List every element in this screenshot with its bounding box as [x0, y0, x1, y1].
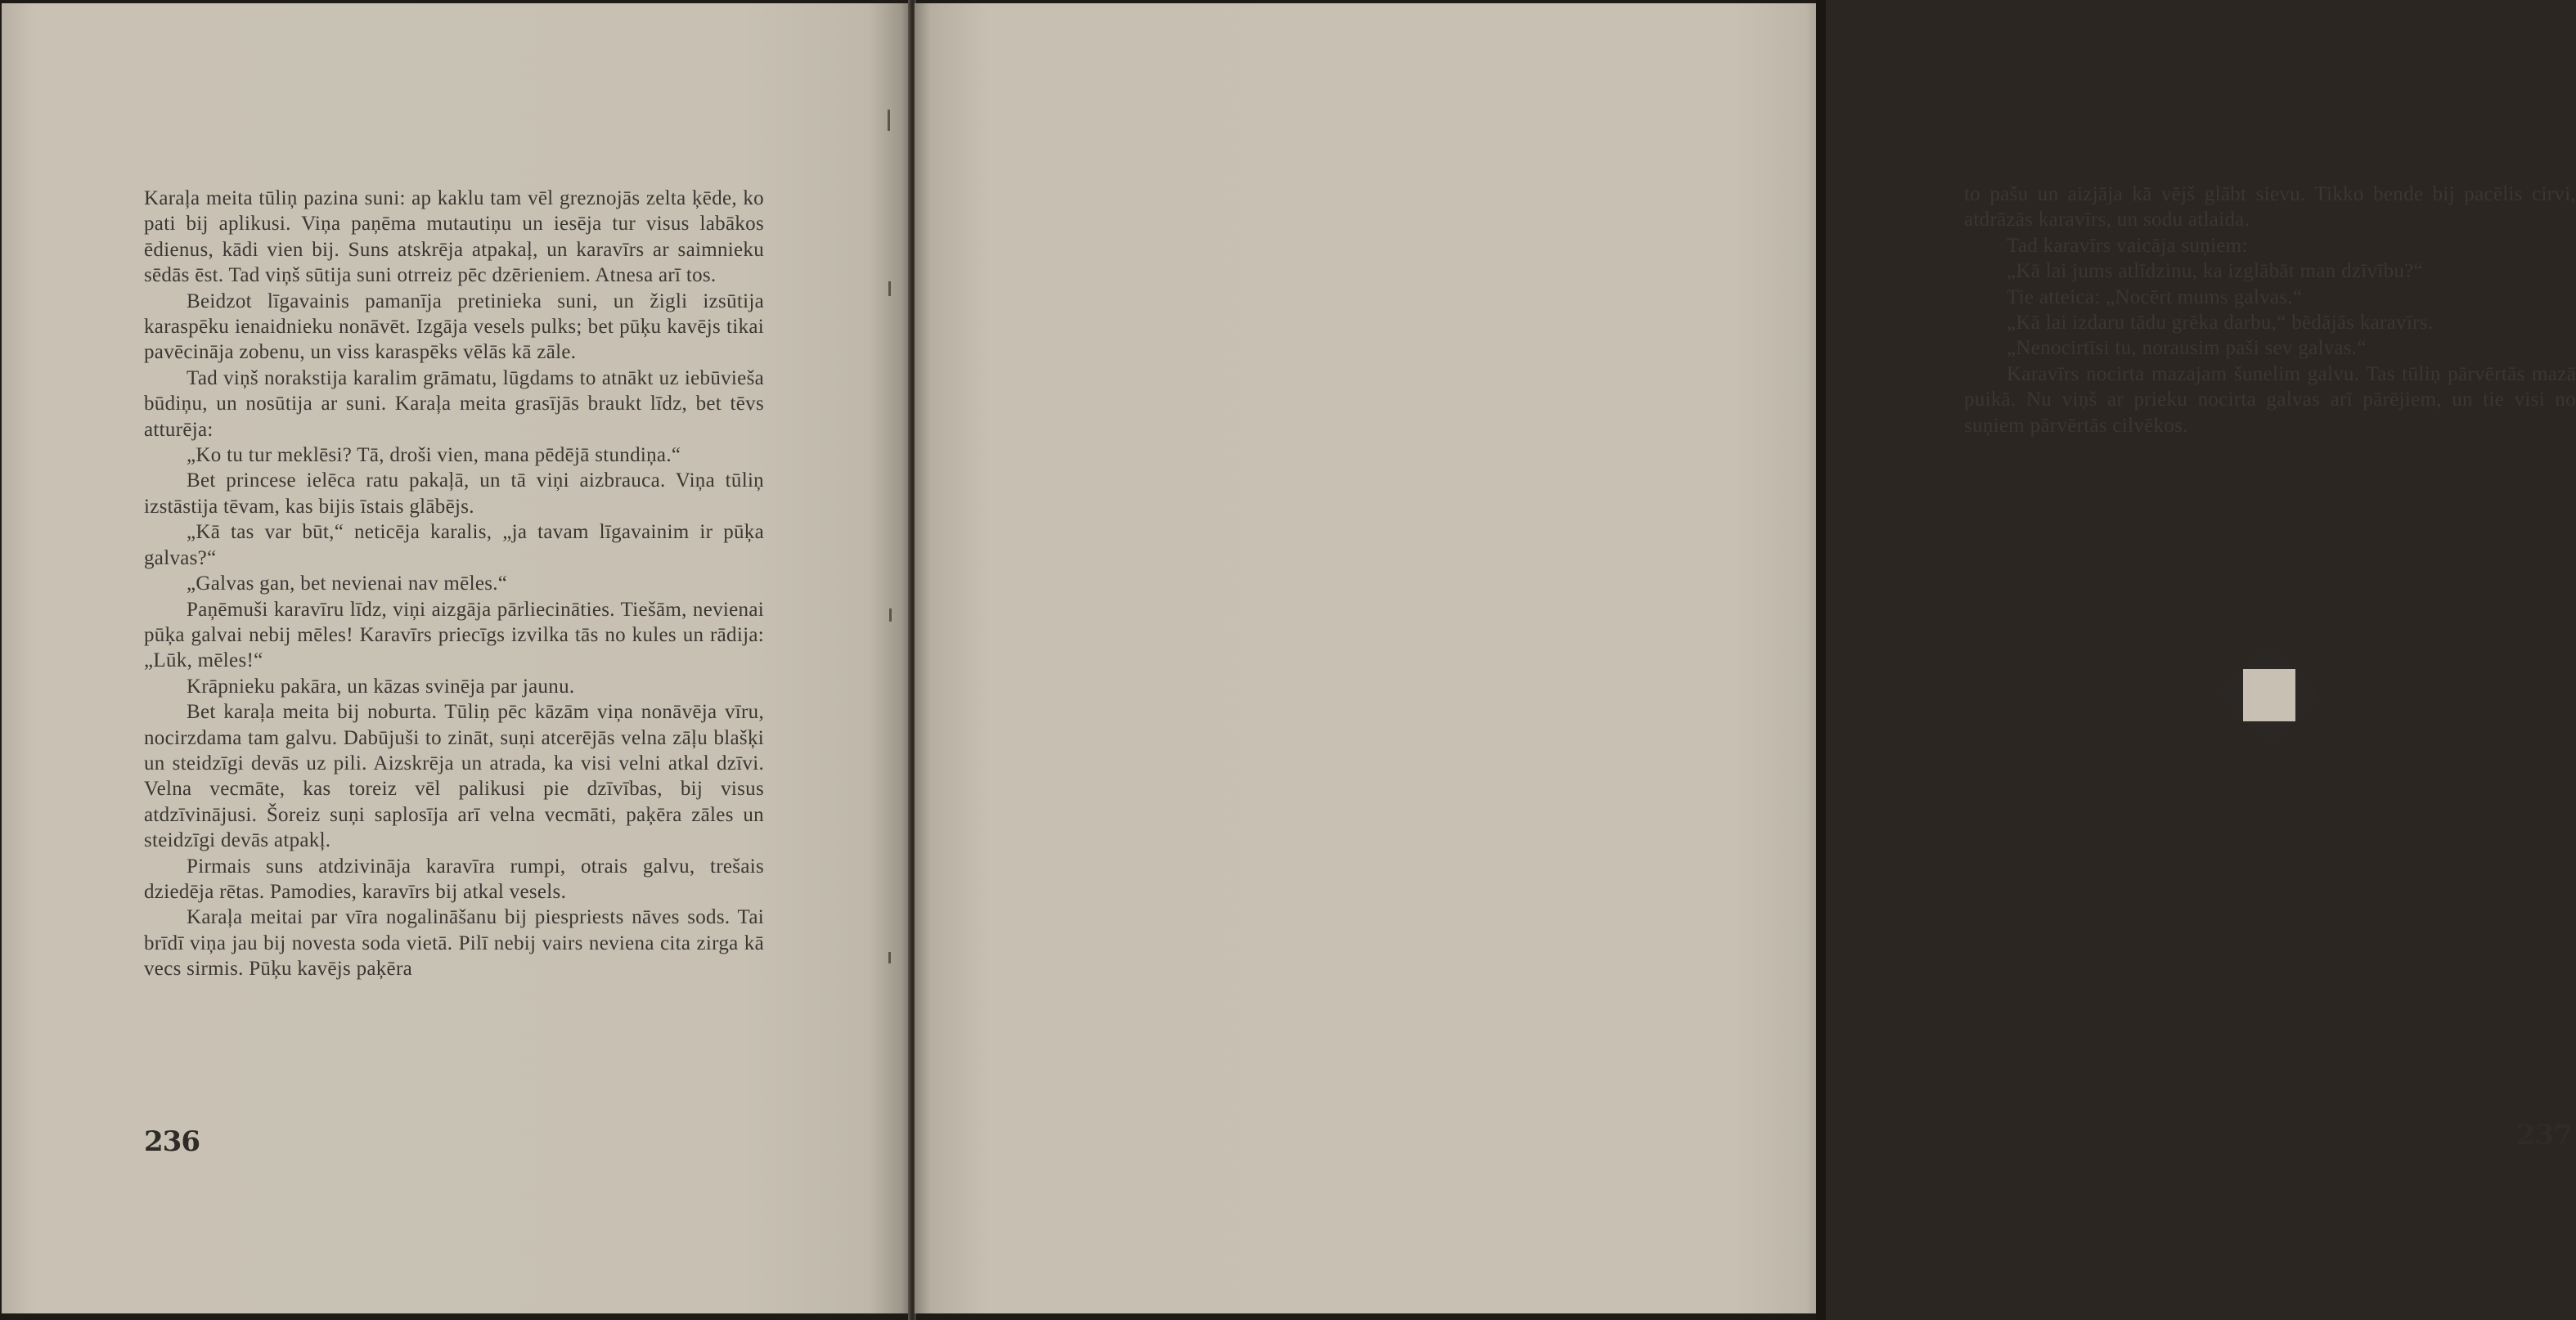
- right-page-text: [1964, 182, 2576, 438]
- paragraph: „Nenocirtīsi tu, norausim paši sev galvas.“: [2007, 337, 2367, 360]
- paragraph: Tie atteica: „Nocērt mums galvas.“: [2007, 285, 2303, 308]
- paragraph: Paņēmuši karavīru līdz, viņi aizgāja pārliecināties. Tiešām, nevienai pūķa galvai nebij mēles! Karavīrs priecīgs izvilka tās no kules un rādija: „Lūk, mēles!“: [144, 598, 764, 672]
- paragraph: „Galvas gan, bet nevienai nav mēles.“: [187, 572, 508, 595]
- edge-mark: [888, 110, 890, 131]
- paragraph: „Kā tas var būt,“ neticēja karalis, „ja tavam līgavainim ir pūķa galvas?“: [144, 521, 764, 569]
- paragraph: Bet karaļa meita bij noburta. Tūliņ pēc kāzām viņa nonāvēja vīru, nocirzdama tam galvu. Dabūjuši to zināt, suņi atcerējās velna zāļu blašķi un steidzīgi devās uz pili. Aizskrēja un atrada, ka visi velni atkal dzīvi. Velna vecmāte, kas toreiz vēl palikusi pie dzīvības, bij visus atdzīvinājusi. Šoreiz suņi saplosīja arī velna vecmāti, paķēra zāles un steidzīgi devās atpakļ.: [144, 701, 764, 852]
- paragraph: „Ko tu tur meklēsi? Tā, droši vien, mana pēdējā stundiņa.“: [187, 444, 681, 467]
- paragraph: „Kā lai jums atlīdzinu, ka izglābāt man dzīvību?“: [2007, 260, 2423, 283]
- book-edge: [1816, 0, 1826, 1320]
- paragraph: Karaļa meita tūliņ pazina suni: ap kaklu tam vēl greznojās zelta ķēde, ko pati bij aplikusi. Viņa paņēma mutautiņu un iesēja tur visus labākos ēdienus, kādi vien bij. Suns atskrēja atpakaļ, un karavīrs ar saimnieku sēdās ēst. Tad viņš sūtija suni otrreiz pēc dzērieniem. Atnesa arī tos.: [144, 187, 764, 287]
- left-page-text: [144, 186, 764, 982]
- right-page: [915, 3, 2576, 1313]
- page-number-left: 236: [144, 1125, 200, 1158]
- paragraph: to pašu un aizjāja kā vējš glābt sievu. Tikko bende bij pacēlis cirvi, atdrāzās karavīrs, un sodu atlaida.: [1964, 183, 2576, 231]
- paragraph: Bet princese ielēca ratu pakaļā, un tā viņi aizbrauca. Viņa tūliņ izstāstija tēvam, kas bijis īstais glābējs.: [144, 469, 764, 518]
- edge-mark: [889, 608, 892, 622]
- diamond-ornament-icon: [2219, 644, 2320, 746]
- page-number-right: 237: [2516, 1119, 2572, 1152]
- paragraph: Karaļa meitai par vīra nogalināšanu bij piespriests nāves sods. Tai brīdī viņa jau bij novesta soda vietā. Pilī nebij vairs neviena cita zirga kā vecs sirmis. Pūķu kavējs paķēra: [144, 906, 764, 981]
- paragraph: „Kā lai izdaru tādu grēka darbu,“ bēdājās karavīrs.: [2007, 312, 2434, 334]
- edge-mark: [888, 952, 891, 963]
- left-page: [2, 3, 910, 1313]
- paragraph: Tad viņš norakstija karalim grāmatu, lūgdams to atnākt uz iebūvieša būdiņu, un nosūtija ar suni. Karaļa meita grasījās braukt līdz, bet tēvs atturēja:: [144, 366, 764, 441]
- paragraph: Karavīrs nocirta mazajam šunelim galvu. Tas tūliņ pārvērtās mazā puikā. Nu viņš ar prieku nocirta galvas arī pārējiem, un tie visi no suņiem pārvērtās cilvēkos.: [1964, 362, 2576, 437]
- paragraph: Tad karavīrs vaicāja suņiem:: [2007, 234, 2248, 257]
- paragraph: Beidzot līgavainis pamanīja pretinieka suni, un žigli izsūtija karaspēku ienaidnieku nonāvēt. Izgāja vesels pulks; bet pūķu kavējs tikai pavēcināja zobenu, un viss karaspēks vēlās kā zāle.: [144, 290, 764, 364]
- edge-mark: [888, 281, 891, 296]
- paragraph: Pirmais suns atdzivināja karavīra rumpi, otrais galvu, trešais dziedēja rētas. Pamodies, karavīrs bij atkal vesels.: [144, 855, 764, 903]
- paragraph: Krāpnieku pakāra, un kāzas svinēja par jaunu.: [187, 675, 575, 698]
